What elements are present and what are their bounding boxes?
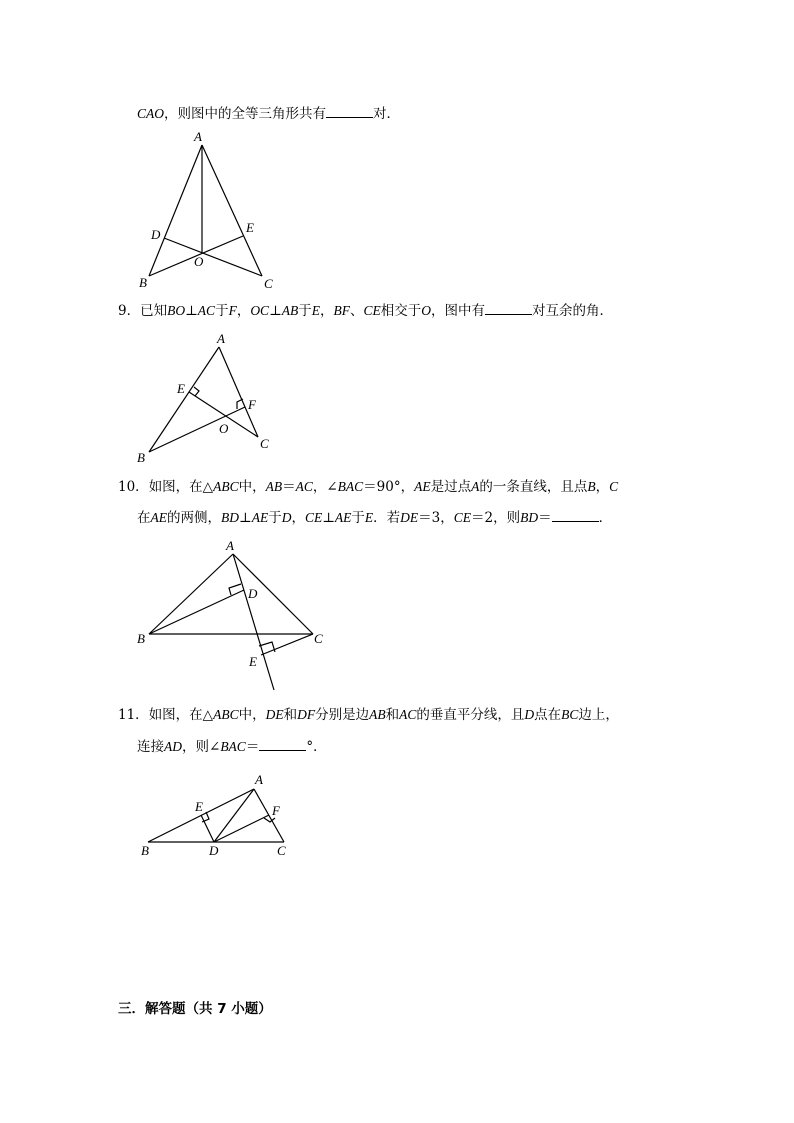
label-A: A [194,129,202,144]
label-E: E [195,799,203,814]
label-F: F [272,803,280,818]
label-D: D [248,586,258,601]
problem-10-line-2: 在AE的两侧，BD⊥AE于D，CE⊥AE于E．若DE＝3，CE＝2，则BD＝ ． [137,510,613,526]
label-B: B [137,631,145,646]
label-O: O [219,421,229,436]
label-E: E [246,220,254,235]
section-heading: 三．解答题（共 7 小题） [118,1001,272,1017]
label-B: B [139,275,147,290]
label-C: C [260,436,269,451]
problem-10-line-1: 10．如图，在△ABC中，AB＝AC，∠BAC＝90°，AE是过点A的一条直线，且点B，C [118,479,619,495]
label-B: B [141,843,149,858]
label-D: D [151,227,161,242]
problem-11-line-1: 11．如图，在△ABC中，DE和DF分别是边AB和AC的垂直平分线，且D点在BC边上， [118,707,619,723]
label-E: E [177,381,185,396]
label-C: C [277,843,286,858]
label-A: A [255,772,263,787]
label-O: O [194,254,204,269]
label-B: B [137,450,145,465]
label-C: C [314,631,323,646]
problem-8-text: CAO，则图中的全等三角形共有 对． [137,106,400,122]
label-A: A [226,538,234,553]
problem-11-line-2: 连接AD，则∠BAC＝ °． [137,739,327,755]
label-C: C [264,276,273,291]
label-A: A [217,331,225,346]
label-E: E [249,654,257,669]
problem-9-text: 9．已知BO⊥AC于F，OC⊥AB于E，BF、CE相交于O，图中有 对互余的角． [118,303,614,319]
label-D: D [209,843,219,858]
label-F: F [248,397,256,412]
